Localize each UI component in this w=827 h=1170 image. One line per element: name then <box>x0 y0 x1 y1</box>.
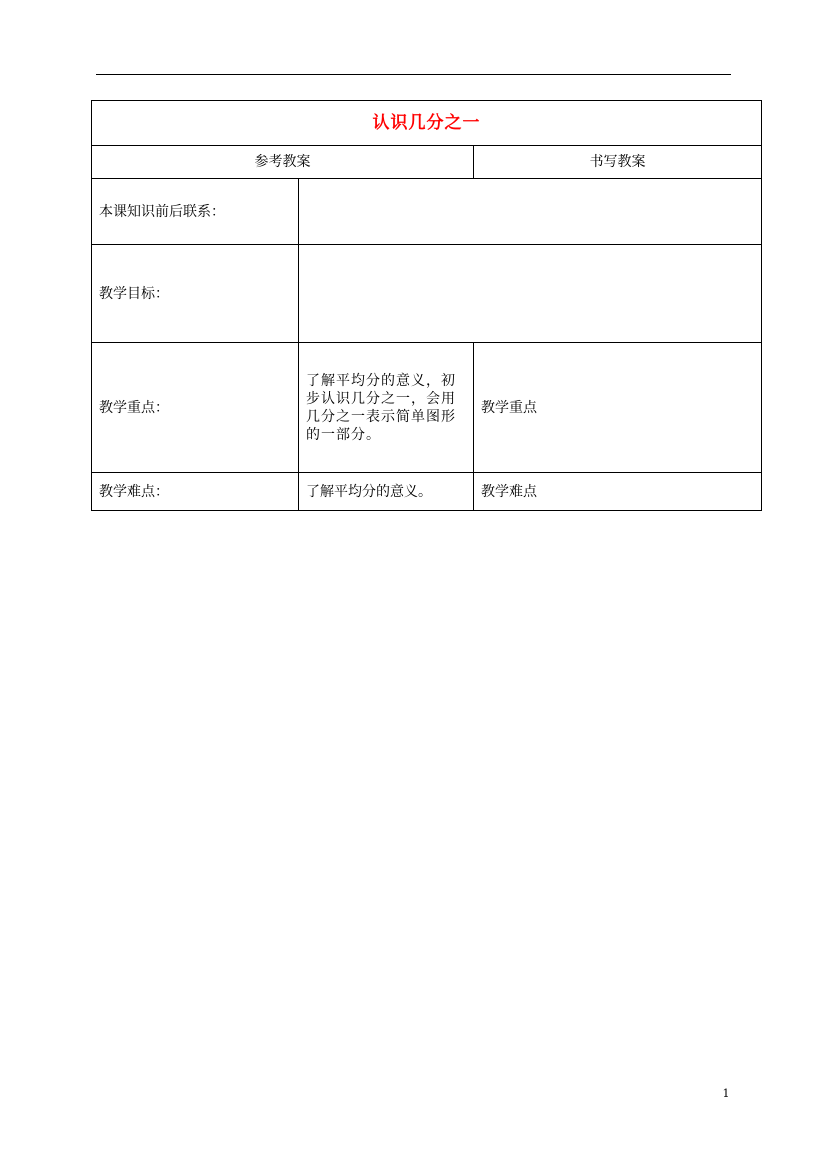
related-knowledge-label: 本课知识前后联系： <box>92 179 299 245</box>
difficulties-content: 了解平均分的意义。 <box>299 473 474 511</box>
lesson-plan-table <box>91 100 762 511</box>
key-points-content: 了解平均分的意义，初步认识几分之一，会用几分之一表示简单图形的一部分。 <box>299 343 474 473</box>
written-plan-header: 书写教案 <box>474 146 762 179</box>
header-rule <box>96 74 731 75</box>
lesson-title: 认识几分之一 <box>92 101 762 146</box>
related-knowledge-content <box>299 179 762 245</box>
difficulties-note: 教学难点 <box>474 473 762 511</box>
difficulties-label: 教学难点： <box>92 473 299 511</box>
key-points-note: 教学重点 <box>474 343 762 473</box>
reference-plan-header: 参考教案 <box>92 146 474 179</box>
teaching-goals-content <box>299 245 762 343</box>
key-points-label: 教学重点： <box>92 343 299 473</box>
teaching-goals-label: 教学目标： <box>92 245 299 343</box>
page-number: 1 <box>722 1087 730 1100</box>
